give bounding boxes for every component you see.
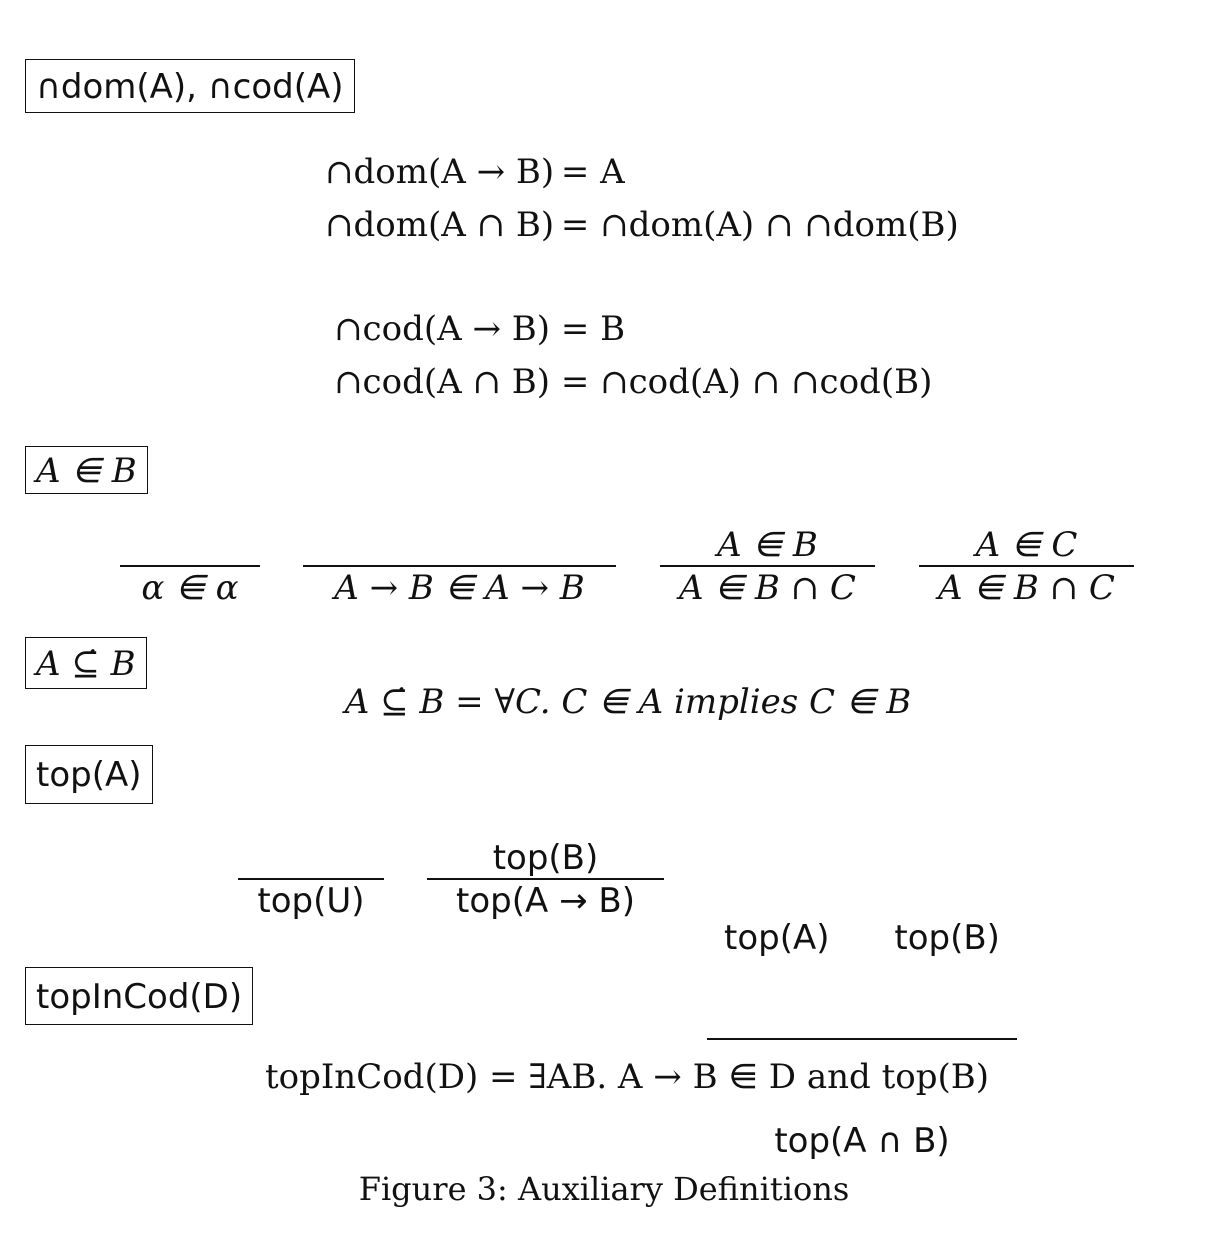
- subset-definition: A ⊆̇ B = ∀C. C ⋹ A implies C ⋹ B: [344, 682, 912, 722]
- equals-sign: =: [560, 152, 601, 192]
- equation-rhs: B: [600, 309, 626, 349]
- member-rule-var: [120, 525, 260, 609]
- cod-intersection-equation: [325, 362, 932, 402]
- topincod-definition: topInCod(D) = ∃AB. A → B ⋹ D and top(B): [264, 1057, 990, 1097]
- rule-conclusion: A ⋹ B ∩ C: [938, 568, 1115, 608]
- member-rule-inter-right: [919, 525, 1134, 609]
- equation-rhs: ∩cod(A) ∩ ∩cod(B): [600, 362, 933, 402]
- equals-sign: =: [560, 309, 601, 349]
- rule-conclusion: top(A ∩ B): [774, 1121, 950, 1161]
- equals-sign: =: [560, 362, 601, 402]
- equation-lhs: ∩dom(A ∩ B): [325, 205, 555, 245]
- rule-premise: A ⋹ B: [717, 525, 818, 565]
- member-header: A ⋹ B: [25, 446, 148, 494]
- rule-premise: [238, 838, 384, 878]
- equation-lhs: ∩dom(A → B): [325, 152, 555, 192]
- rule-conclusion: A → B ⋹ A → B: [334, 568, 585, 608]
- rule-premise: top(B): [492, 838, 599, 878]
- equation-rhs: ∩dom(A) ∩ ∩dom(B): [600, 205, 959, 245]
- top-rule-universal: [238, 838, 384, 922]
- dom-cod-header: ∩dom(A), ∩cod(A): [25, 59, 355, 113]
- cod-arrow-equation: [325, 309, 625, 349]
- equation-lhs: ∩cod(A ∩ B): [334, 362, 550, 402]
- subset-header: A ⊆̇ B: [25, 637, 147, 689]
- dom-intersection-equation: [325, 205, 959, 245]
- top-rule-intersection: [707, 838, 1017, 1202]
- rule-conclusion: A ⋹ B ∩ C: [679, 568, 856, 608]
- rule-premise: [303, 525, 616, 565]
- equation-rhs: A: [600, 152, 625, 192]
- equation-lhs: ∩cod(A → B): [334, 309, 550, 349]
- rule-conclusion: top(A → B): [456, 881, 635, 921]
- rule-premise: [120, 525, 260, 565]
- figure-caption: Figure 3: Auxiliary Definitions: [358, 1170, 850, 1208]
- equals-sign: =: [560, 205, 601, 245]
- top-header: top(A): [25, 745, 153, 804]
- top-rule-arrow: [427, 838, 664, 922]
- dom-arrow-equation: [325, 152, 625, 192]
- rule-conclusion: top(U): [257, 881, 365, 921]
- rule-conclusion: α ⋹ α: [141, 568, 239, 608]
- rule-premise: A ⋹ C: [975, 525, 1078, 565]
- member-rule-inter-left: [660, 525, 875, 609]
- member-rule-arrow: [303, 525, 616, 609]
- topincod-header: topInCod(D): [25, 967, 253, 1025]
- rule-bar: [707, 1038, 1017, 1040]
- rule-premise: top(A) top(B): [724, 918, 1000, 958]
